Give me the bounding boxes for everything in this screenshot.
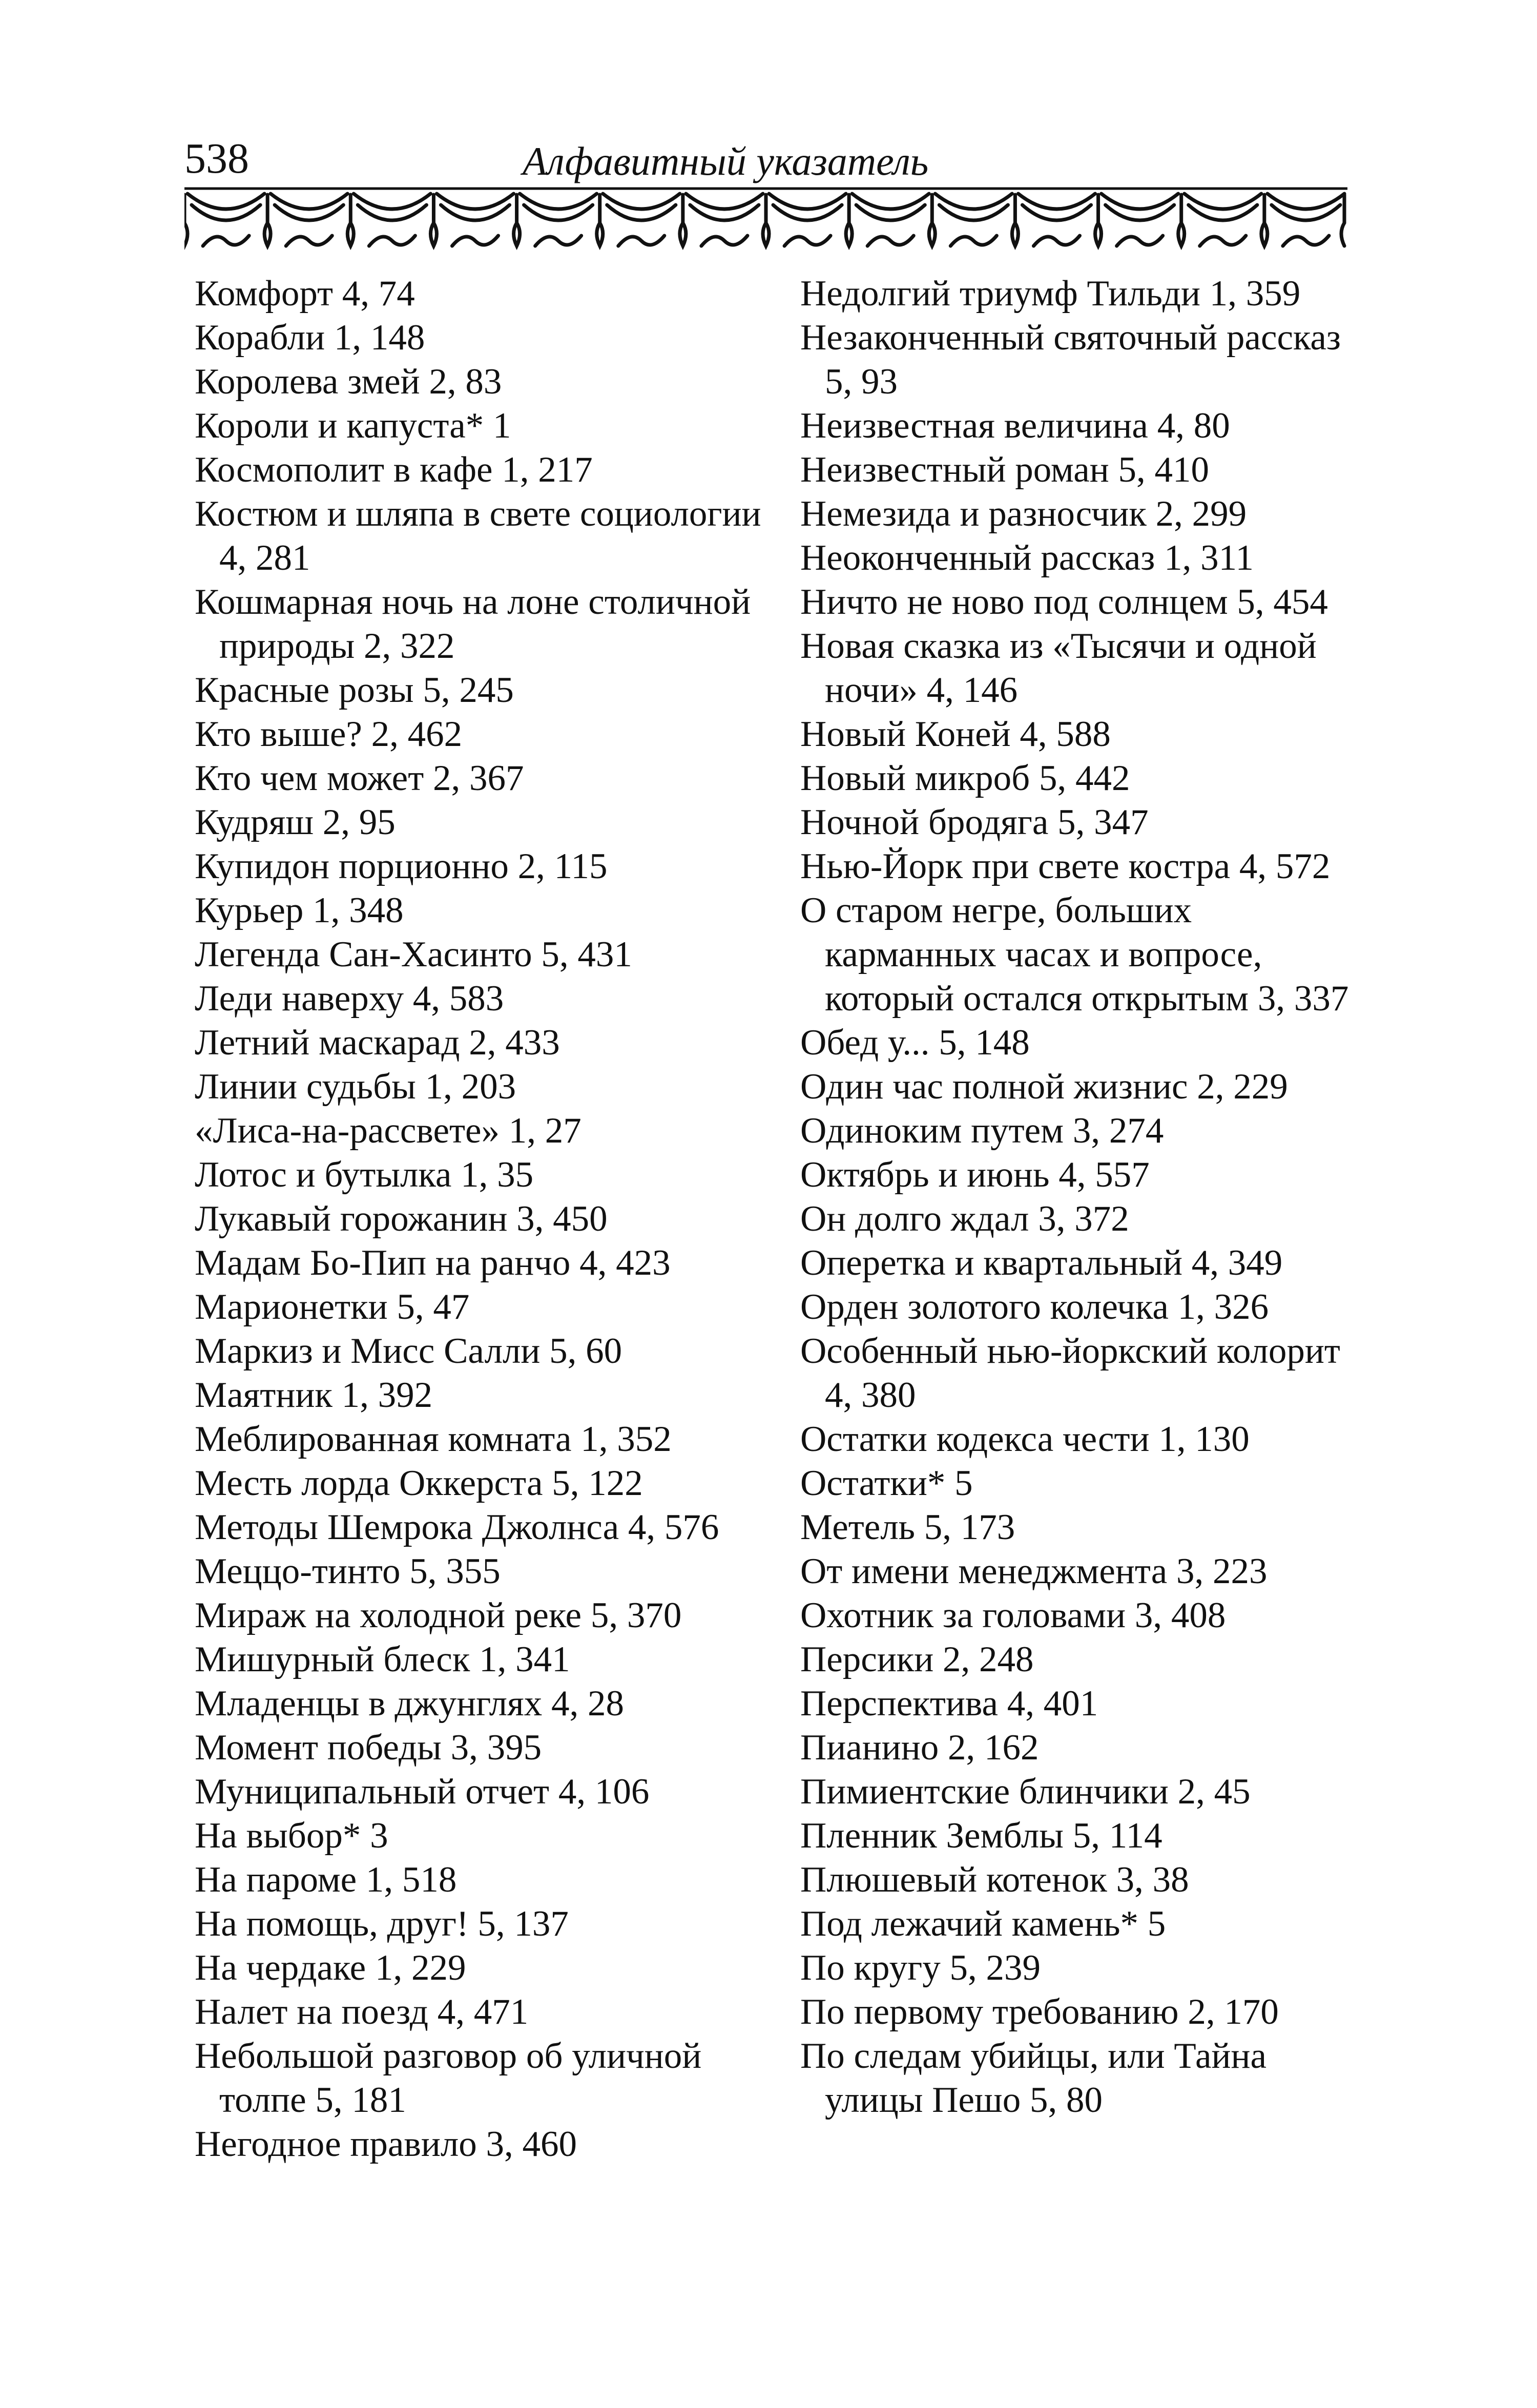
index-entry: На помощь, друг! 5, 137 — [195, 1904, 569, 1944]
index-entry: Один час полной жизнис 2, 229 — [800, 1067, 1288, 1107]
index-entry: Костюм и шляпа в свете социологии 4, 281 — [195, 494, 761, 578]
index-entry: Небольшой разговор об уличной толпе 5, 181 — [195, 2036, 702, 2120]
index-entry: Линии судьбы 1, 203 — [195, 1067, 516, 1107]
index-entry: Методы Шемрока Джолнса 4, 576 — [195, 1507, 719, 1547]
page-number: 538 — [184, 135, 249, 182]
index-entry: Леди наверху 4, 583 — [195, 979, 504, 1019]
index-entry: От имени менеджмента 3, 223 — [800, 1551, 1268, 1591]
index-entry: Месть лорда Оккерста 5, 122 — [195, 1463, 643, 1503]
index-column-right — [800, 272, 1354, 2122]
index-entry: Негодное правило 3, 460 — [195, 2124, 577, 2164]
index-entry: Кудряш 2, 95 — [195, 802, 396, 842]
index-entry: Маятник 1, 392 — [195, 1375, 433, 1415]
running-head: Алфавитный указатель — [523, 139, 929, 183]
index-entry: Момент победы 3, 395 — [195, 1728, 542, 1768]
index-entry: Перспектива 4, 401 — [800, 1684, 1098, 1724]
index-entry: Кошмарная ночь на лоне столичной природы 2, 322 — [195, 582, 751, 666]
index-entry: Меццо-тинто 5, 355 — [195, 1551, 501, 1591]
index-entry: По первому требованию 2, 170 — [800, 1992, 1279, 2032]
index-entry: Обед у... 5, 148 — [800, 1023, 1030, 1063]
index-entry: Новый микроб 5, 442 — [800, 758, 1130, 798]
index-entry: Мишурный блеск 1, 341 — [195, 1639, 570, 1679]
index-entry: Пленник Земблы 5, 114 — [800, 1816, 1162, 1856]
index-entry: Младенцы в джунглях 4, 28 — [195, 1684, 624, 1724]
index-entry: Красные розы 5, 245 — [195, 670, 514, 710]
index-entry: Купидон порционно 2, 115 — [195, 846, 608, 886]
ornamental-border — [184, 184, 1347, 261]
index-entry: Меблированная комната 1, 352 — [195, 1419, 672, 1459]
index-entry: Октябрь и июнь 4, 557 — [800, 1155, 1150, 1195]
index-entry: Кто выше? 2, 462 — [195, 714, 463, 754]
index-entry: Особенный нью-йоркский колорит 4, 380 — [800, 1331, 1340, 1415]
index-entry: Курьер 1, 348 — [195, 890, 404, 930]
index-entry: Немезида и разносчик 2, 299 — [800, 494, 1247, 534]
index-entry: Лотос и бутылка 1, 35 — [195, 1155, 534, 1195]
index-entry: На чердаке 1, 229 — [195, 1948, 466, 1988]
index-entry: Комфорт 4, 74 — [195, 274, 415, 314]
index-entry: Космополит в кафе 1, 217 — [195, 450, 593, 490]
index-entry: Он долго ждал 3, 372 — [800, 1199, 1129, 1239]
index-entry: Мираж на холодной реке 5, 370 — [195, 1595, 682, 1635]
index-entry: Королева змей 2, 83 — [195, 362, 502, 402]
index-entry: Новая сказка из «Тысячи и одной ночи» 4, 146 — [800, 626, 1317, 710]
index-entry: Одиноким путем 3, 274 — [800, 1111, 1164, 1151]
index-entry: Лукавый горожанин 3, 450 — [195, 1199, 608, 1239]
index-entry: О старом негре, больших карманных часах и вопросе, который остался открытым 3, 337 — [800, 890, 1349, 1019]
index-entry: Неизвестная величина 4, 80 — [800, 406, 1230, 446]
index-entry: Плюшевый котенок 3, 38 — [800, 1860, 1189, 1900]
index-entry: Остатки кодекса чести 1, 130 — [800, 1419, 1250, 1459]
index-entry: По следам убийцы, или Тайна улицы Пешо 5, 80 — [800, 2036, 1267, 2120]
index-entry: Недолгий триумф Тильди 1, 359 — [800, 274, 1301, 314]
index-entry: Легенда Сан-Хасинто 5, 431 — [195, 935, 632, 974]
index-entry: Кто чем может 2, 367 — [195, 758, 524, 798]
index-entry: Марионетки 5, 47 — [195, 1287, 470, 1327]
index-entry: Незаконченный святочный рассказ 5, 93 — [800, 318, 1341, 402]
index-entry: Ничто не ново под солнцем 5, 454 — [800, 582, 1328, 622]
index-entry: Короли и капуста* 1 — [195, 406, 511, 446]
index-entry: Мадам Бо-Пип на ранчо 4, 423 — [195, 1243, 671, 1283]
index-entry: Охотник за головами 3, 408 — [800, 1595, 1226, 1635]
index-entry: Маркиз и Мисс Салли 5, 60 — [195, 1331, 622, 1371]
index-entry: На выбор* 3 — [195, 1816, 388, 1856]
index-entry: Новый Коней 4, 588 — [800, 714, 1111, 754]
index-entry: Пианино 2, 162 — [800, 1728, 1039, 1768]
index-entry: На пароме 1, 518 — [195, 1860, 457, 1900]
index-entry: Налет на поезд 4, 471 — [195, 1992, 529, 2032]
index-entry: Неоконченный рассказ 1, 311 — [800, 538, 1254, 578]
index-entry: Муниципальный отчет 4, 106 — [195, 1772, 650, 1812]
index-column-left — [195, 272, 789, 2166]
index-entry: Летний маскарад 2, 433 — [195, 1023, 560, 1063]
index-entry: Корабли 1, 148 — [195, 318, 425, 358]
index-entry: Ночной бродяга 5, 347 — [800, 802, 1149, 842]
index-entry: Неизвестный роман 5, 410 — [800, 450, 1210, 490]
index-entry: Под лежачий камень* 5 — [800, 1904, 1166, 1944]
index-entry: Остатки* 5 — [800, 1463, 973, 1503]
index-entry: Оперетка и квартальный 4, 349 — [800, 1243, 1283, 1283]
index-entry: По кругу 5, 239 — [800, 1948, 1041, 1988]
index-entry: «Лиса-на-рассвете» 1, 27 — [195, 1111, 581, 1151]
index-entry: Персики 2, 248 — [800, 1639, 1034, 1679]
index-entry: Нью-Йорк при свете костра 4, 572 — [800, 846, 1331, 886]
index-entry: Орден золотого колечка 1, 326 — [800, 1287, 1269, 1327]
index-entry: Пимиентские блинчики 2, 45 — [800, 1772, 1251, 1812]
index-entry: Метель 5, 173 — [800, 1507, 1015, 1547]
